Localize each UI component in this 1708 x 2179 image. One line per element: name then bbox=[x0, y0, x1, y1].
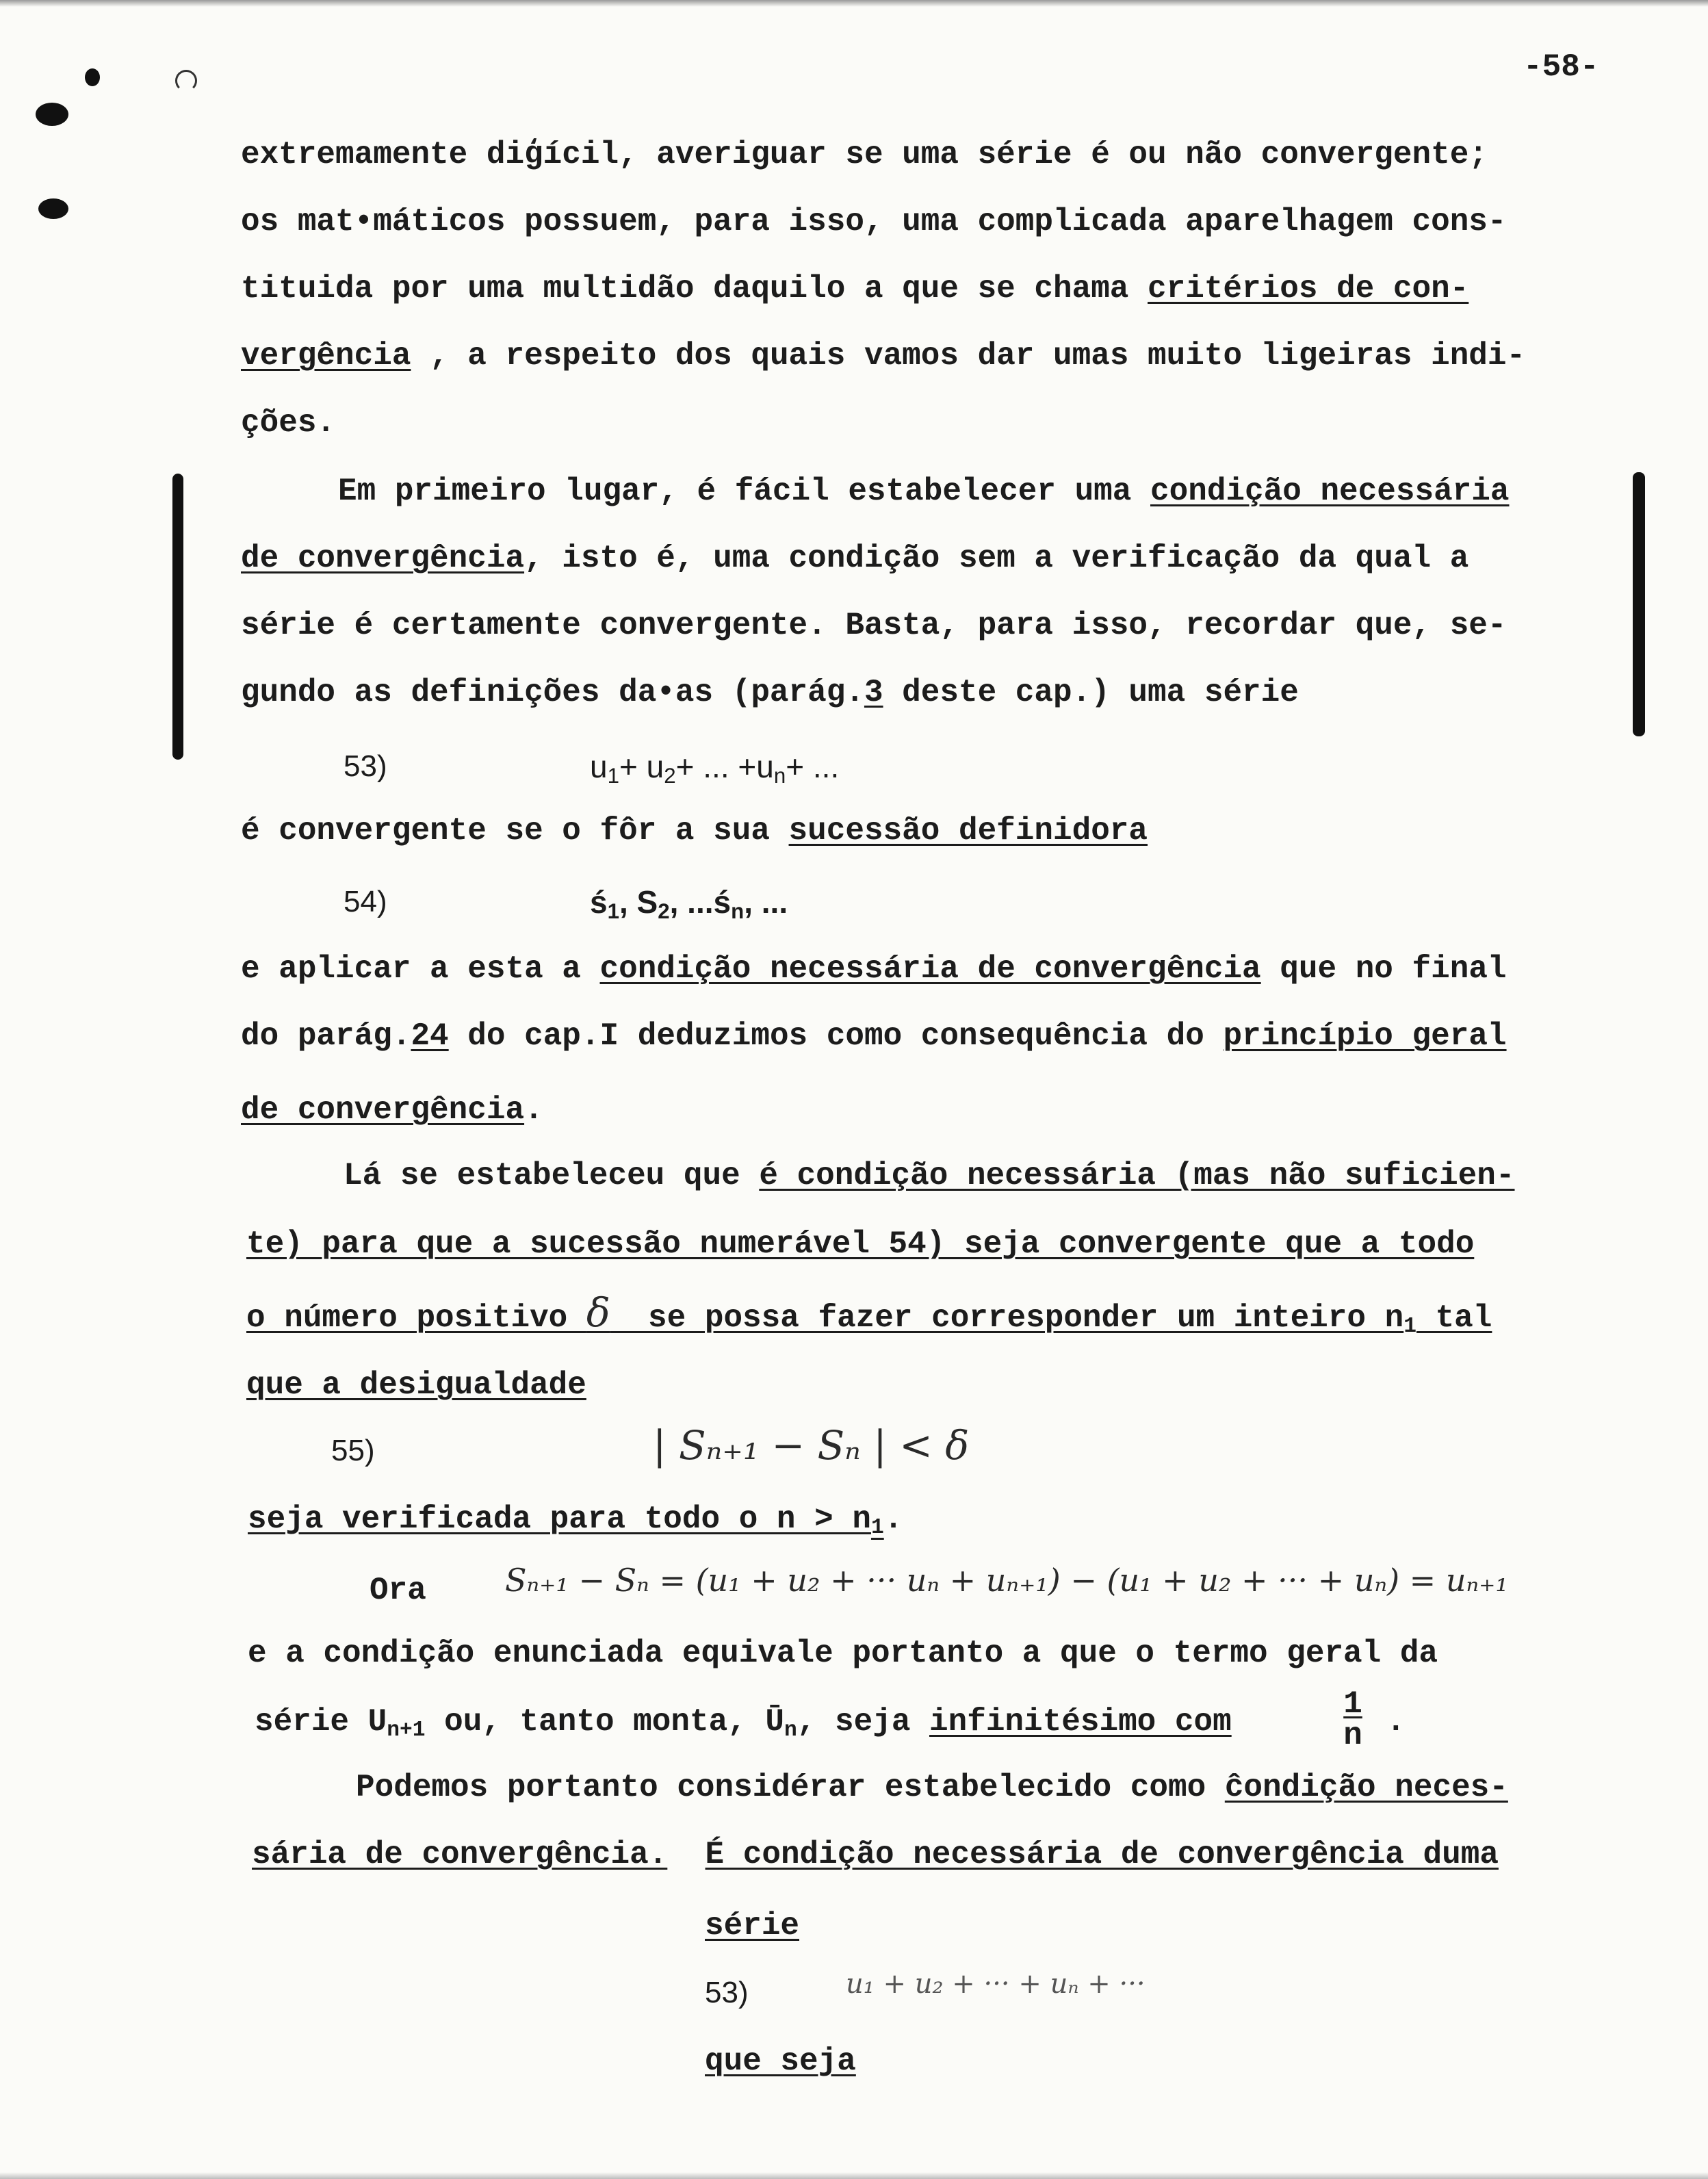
p1-line-2: os mat•máticos possuem, para isso, uma complicada aparelhagem cons- bbox=[241, 204, 1507, 240]
p8-line-3: série bbox=[705, 1908, 800, 1944]
p8-line-2: sária de convergência. É condição necessária de convergência duma bbox=[252, 1837, 1499, 1872]
left-margin-bar bbox=[172, 474, 183, 760]
punch-hole-lower bbox=[38, 198, 68, 219]
term-de-convergencia: de convergência bbox=[241, 541, 525, 576]
p1-line-5: ções. bbox=[241, 405, 336, 441]
term-e-condicao-necessaria: É condição necessária de convergência duma bbox=[705, 1837, 1499, 1872]
term-sucessao-definidora: sucessão definidora bbox=[788, 813, 1148, 849]
p2-line-2: de convergência, isto é, uma condição sem a verificação da qual a bbox=[241, 541, 1469, 576]
eq55-label: 55) bbox=[331, 1434, 375, 1467]
p4-line-1: e aplicar a esta a condição necessária de convergência que no final bbox=[241, 951, 1507, 987]
p5-line-3: o número positivo δ se possa fazer corresponder um inteiro $n_1$ tal bbox=[246, 1289, 1492, 1339]
fraction-1-over-n: $\frac{1}{n}$ bbox=[1343, 1686, 1362, 1753]
p2-line-4: gundo as definições da•as (parág.3 deste cap.) uma série bbox=[241, 675, 1299, 710]
eq53-series: $u_1+ u_2+$ ... $+u_n+$ ... bbox=[590, 749, 840, 788]
ref-parag-24: 24 bbox=[411, 1018, 449, 1054]
p2-line-1: Em primeiro lugar, é fácil estabelecer uma condição necessária bbox=[338, 474, 1510, 509]
ora-equation: Sₙ₊₁ − Sₙ = (u₁ + u₂ + ··· uₙ + uₙ₊₁) − (u₁ + u₂ + ··· + uₙ) = uₙ₊₁ bbox=[505, 1562, 1508, 1599]
term-principio-geral: princípio geral bbox=[1223, 1018, 1507, 1054]
p1-line-4: vergência , a respeito dos quais vamos dar umas muito ligeiras indi- bbox=[241, 338, 1526, 374]
p7-end-dot: . bbox=[1386, 1704, 1406, 1740]
right-margin-bar bbox=[1633, 472, 1645, 736]
term-criterios: critérios de con- bbox=[1148, 271, 1469, 307]
eq53b-series: u₁ + u₂ + ··· + uₙ + ··· bbox=[846, 1968, 1146, 2000]
p7-line-1: e a condição enunciada equivale portanto a que o termo geral da bbox=[248, 1636, 1438, 1671]
punch-hole-upper bbox=[36, 103, 68, 126]
p1-line-3: tituida por uma multidão daquilo a que se chama critérios de con- bbox=[241, 271, 1469, 307]
eq54-sequence: $ś_1$, $S_2$, $...ś_n$, ... bbox=[590, 884, 788, 923]
p6-line-1: seja verificada para todo o $n > n_1$. bbox=[248, 1501, 903, 1540]
p5-line-2: te) para que a sucessão numerável 54) seja convergente que a todo bbox=[246, 1226, 1475, 1262]
p4-line-3: de convergência. bbox=[241, 1092, 543, 1128]
ora-label: Ora bbox=[370, 1573, 426, 1608]
term-convergencia: vergência bbox=[241, 338, 411, 374]
page-bottom-edge bbox=[0, 2172, 1708, 2179]
term-condicao-necessaria-3: ĉondição neces- bbox=[1224, 1770, 1508, 1805]
term-infinitesimo: infinitésimo com bbox=[929, 1704, 1232, 1740]
pencil-arc-mark bbox=[175, 70, 197, 92]
p7-line-2: série $U_{n+1}$ ou, tanto monta, $Ū_n$, seja infinitésimo com bbox=[255, 1704, 1232, 1742]
p5-line-1: Lá se estabeleceu que é condição necessária (mas não suficien- bbox=[344, 1158, 1515, 1194]
p5-line-4: que a desigualdade bbox=[246, 1367, 586, 1403]
p3-line-1: é convergente se o fôr a sua sucessão definidora bbox=[241, 813, 1148, 849]
term-de-convergencia-2: de convergência bbox=[241, 1092, 525, 1128]
ref-parag-3: 3 bbox=[864, 675, 883, 710]
p4-line-2: do parág.24 do cap.I deduzimos como consequência do princípio geral bbox=[241, 1018, 1507, 1054]
p1-line-1: extremamente diģícil, averiguar se uma série é ou não convergente; bbox=[241, 137, 1488, 172]
term-condicao-necessaria: condição necessária bbox=[1150, 474, 1510, 509]
eq54-label: 54) bbox=[344, 885, 387, 918]
delta-symbol: δ bbox=[586, 1289, 610, 1336]
p8-line-1: Podemos portanto considérar estabelecido como ĉondição neces- bbox=[356, 1770, 1508, 1805]
term-condicao-necessaria-convergencia: condição necessária de convergência bbox=[599, 951, 1261, 987]
eq53-label: 53) bbox=[344, 749, 387, 783]
page-top-edge bbox=[0, 0, 1708, 7]
eq53b-label: 53) bbox=[705, 1976, 749, 2009]
punch-hole-top bbox=[85, 68, 100, 86]
p9-line-1: que seja bbox=[705, 2043, 856, 2079]
p2-line-3: série é certamente convergente. Basta, para isso, recordar que, se- bbox=[241, 608, 1507, 643]
eq55-inequality: | Sₙ₊₁ − Sₙ | < δ bbox=[653, 1422, 970, 1469]
term-condicao-necessaria-2: é condição necessária (mas não suficien- bbox=[759, 1158, 1515, 1194]
page-number: -58- bbox=[1523, 49, 1599, 85]
